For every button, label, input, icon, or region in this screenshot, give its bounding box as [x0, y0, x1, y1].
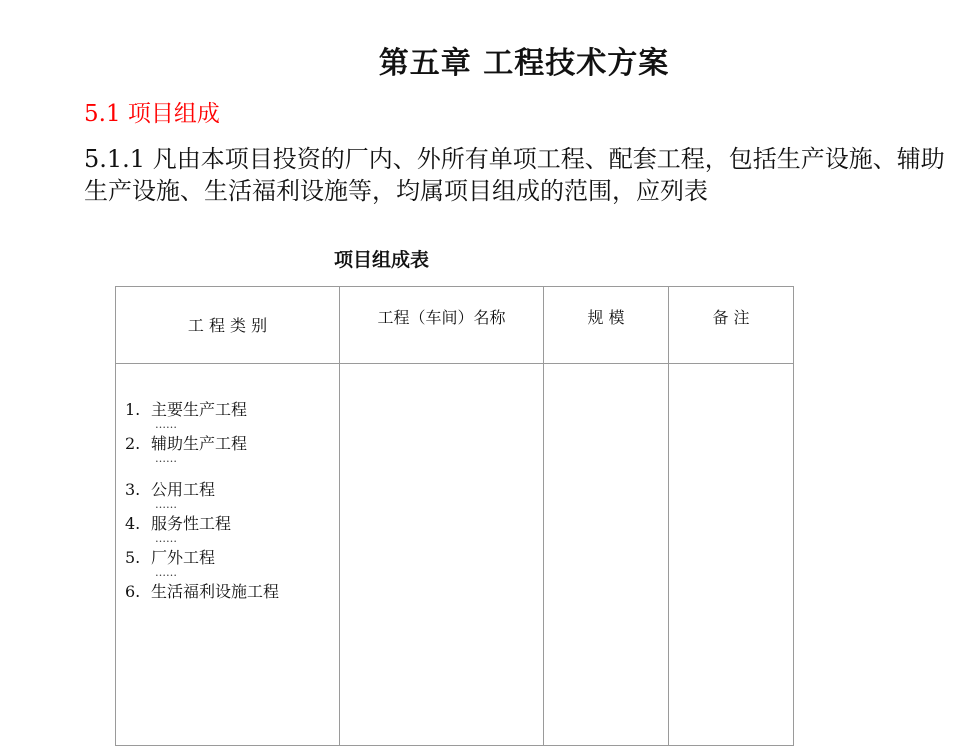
category-number: 2. [125, 434, 141, 453]
list-item [125, 582, 339, 602]
category-ellipsis: …… [155, 452, 177, 465]
header-engineering-category: 工 程 类 别 [116, 287, 340, 364]
category-ellipsis: …… [155, 498, 177, 511]
scale-cell [544, 364, 669, 746]
category-number: 1. [125, 400, 141, 419]
list-item [125, 548, 339, 580]
list-item [125, 400, 339, 432]
project-composition-table [115, 286, 794, 746]
category-label: 公用工程 [151, 480, 216, 499]
chapter-title: 第五章 工程技术方案 [378, 46, 670, 81]
list-item [125, 480, 339, 512]
category-label: 厂外工程 [151, 548, 216, 567]
table-body-row [116, 364, 794, 746]
list-item [125, 434, 339, 466]
workshop-name-cell [340, 364, 544, 746]
category-label: 主要生产工程 [151, 400, 248, 419]
header-scale: 规 模 [544, 287, 669, 364]
category-number: 4. [125, 514, 141, 533]
category-label: 生活福利设施工程 [151, 582, 280, 601]
category-number: 5. [125, 548, 141, 567]
section-paragraph: 5.1.1 凡由本项目投资的厂内、外所有单项工程、配套工程，包括生产设施、辅助生产设施、生活福利设施等，均属项目组成的范围，应列表 [84, 145, 945, 205]
category-number: 3. [125, 480, 141, 499]
category-cell [116, 364, 340, 746]
remarks-cell [669, 364, 794, 746]
table-caption: 项目组成表 [334, 249, 430, 271]
category-ellipsis: …… [155, 566, 177, 579]
section-heading: 5.1 项目组成 [84, 101, 220, 127]
category-label: 辅助生产工程 [151, 434, 248, 453]
header-remarks: 备 注 [669, 287, 794, 364]
category-ellipsis: …… [155, 418, 177, 431]
category-label: 服务性工程 [151, 514, 232, 533]
category-number: 6. [125, 582, 141, 601]
category-list [116, 364, 339, 602]
list-item [125, 514, 339, 546]
table-header-row [116, 287, 794, 364]
header-workshop-name: 工程（车间）名称 [340, 287, 544, 364]
category-ellipsis: …… [155, 532, 177, 545]
